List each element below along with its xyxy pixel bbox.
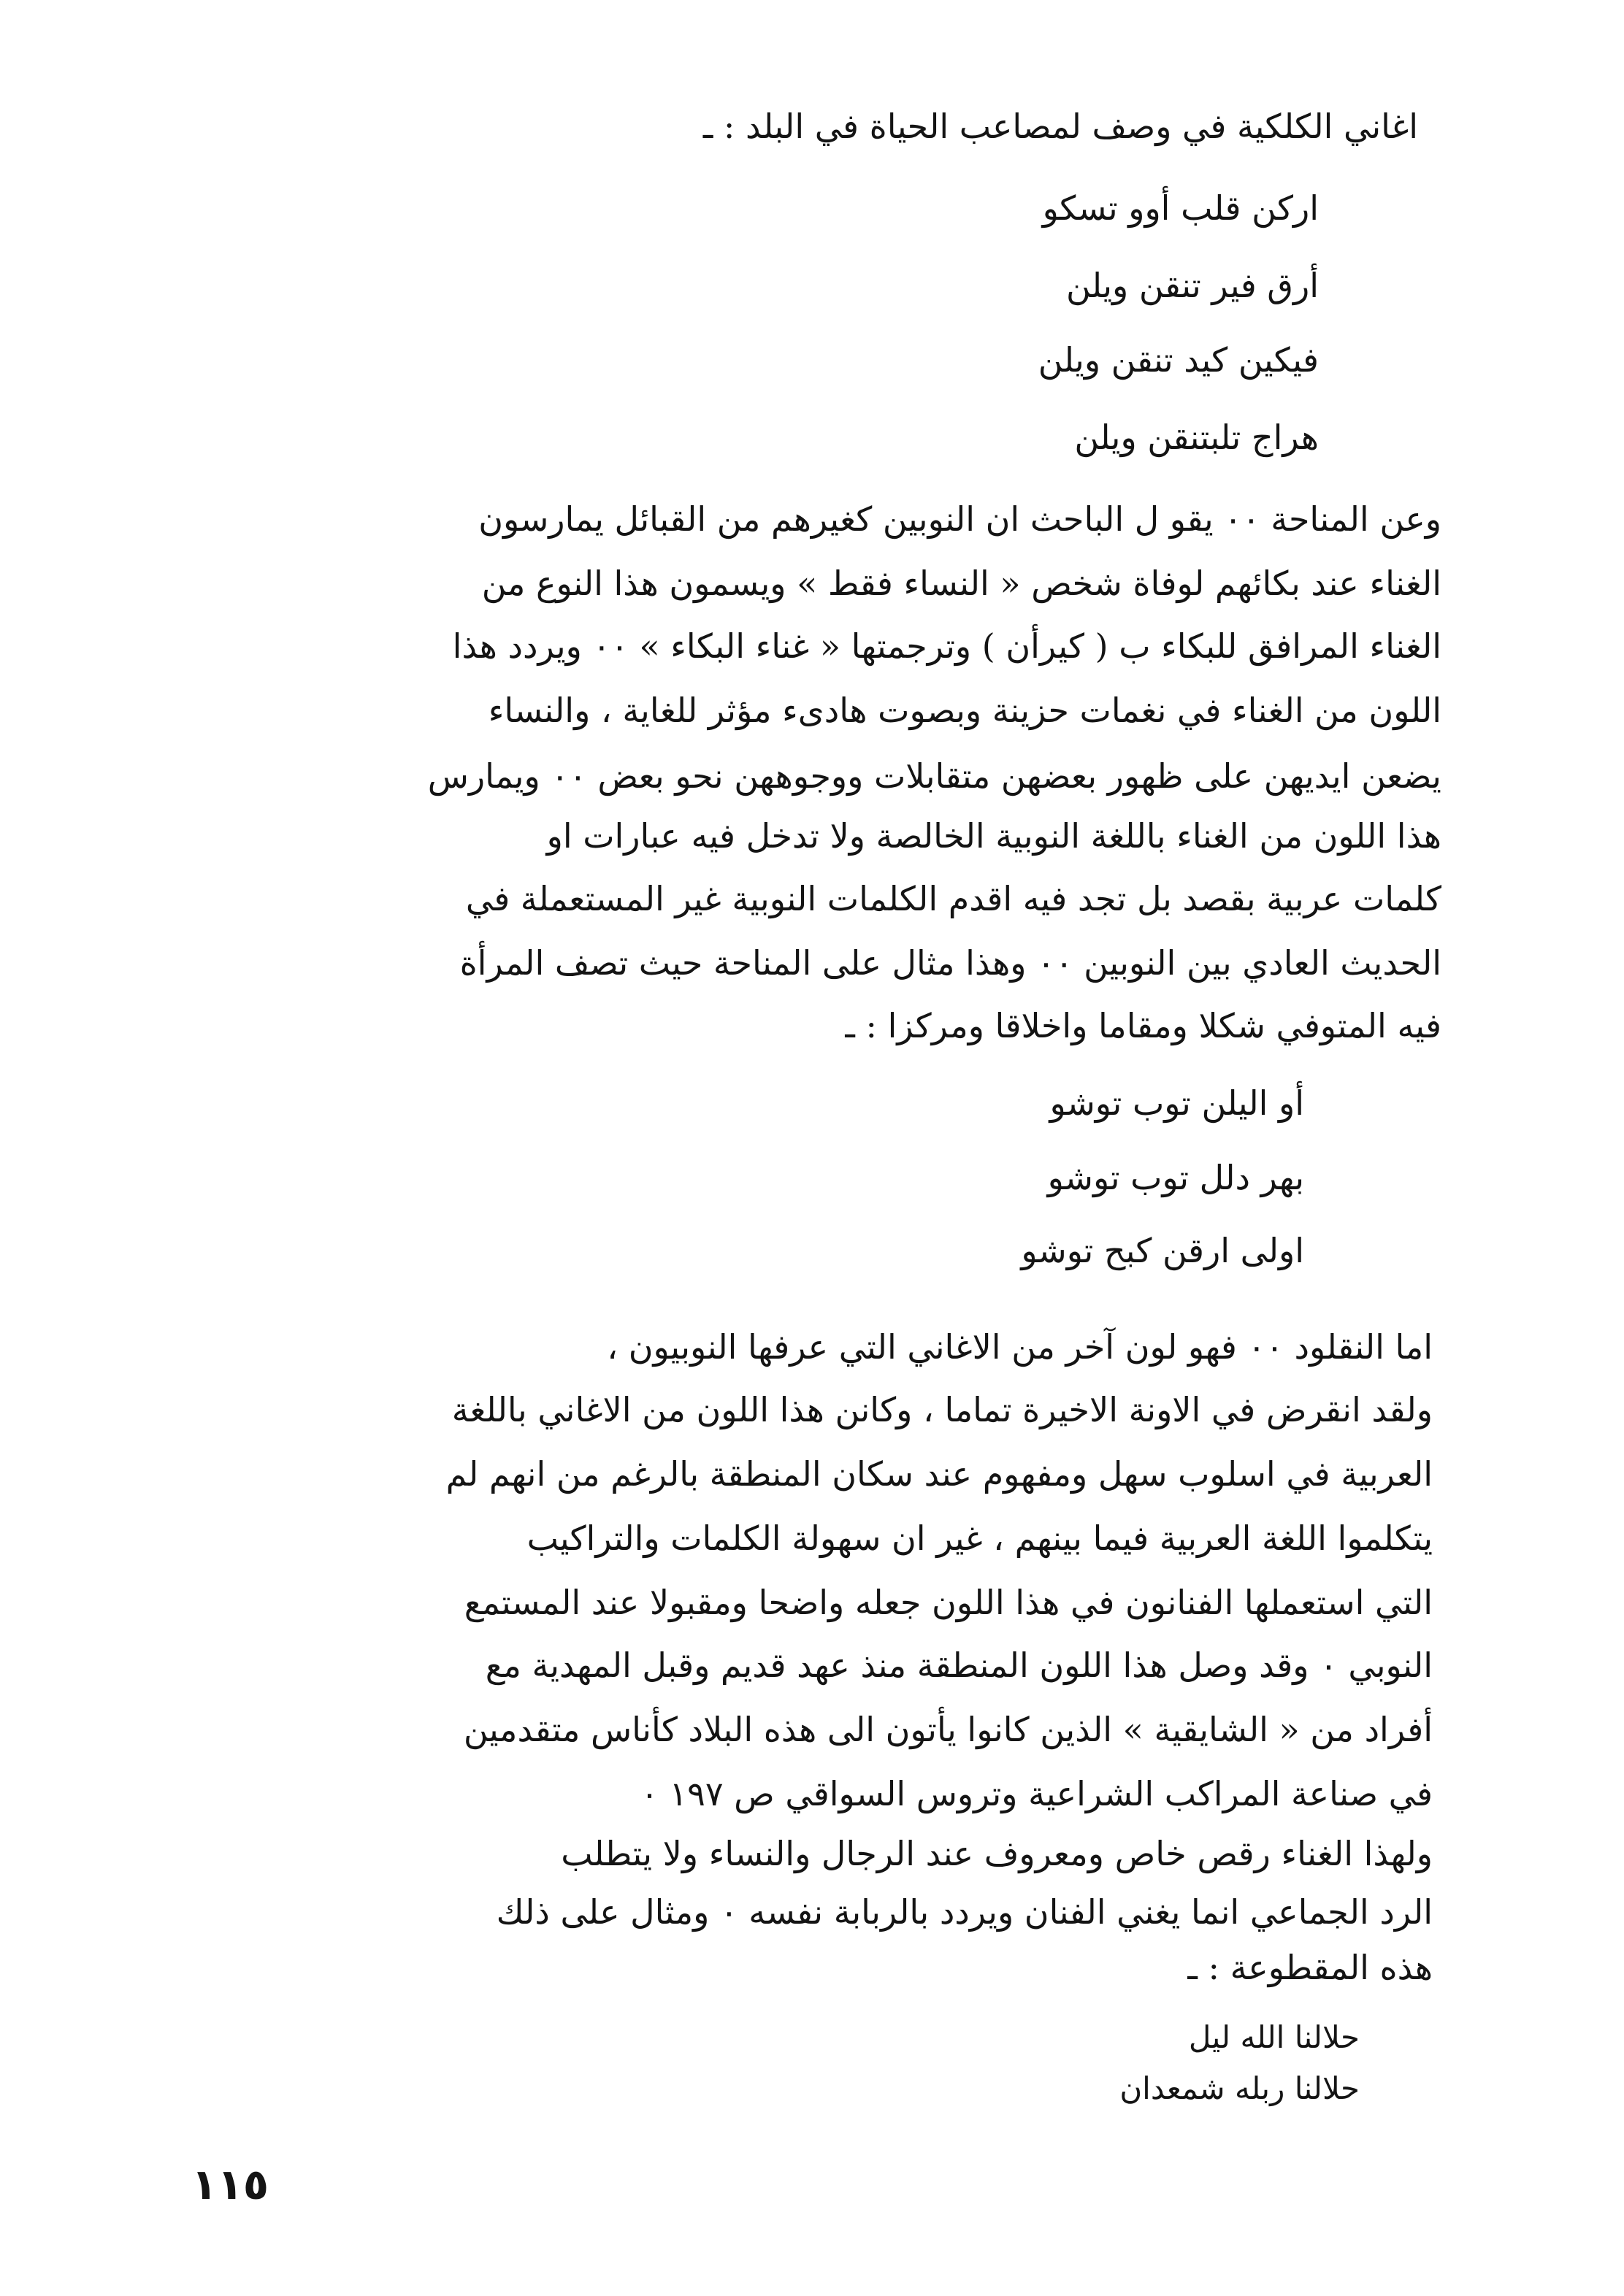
- verse-line: فيكين كيد تنقن ويلن: [1038, 340, 1319, 380]
- paragraph-line: الغناء عند بكائهم لوفاة شخص « النساء فقط » ويسمون هذا النوع من: [481, 564, 1441, 603]
- paragraph-line: أفراد من « الشايقية » الذين كانوا يأتون الى هذه البلاد كأناس متقدمين: [463, 1710, 1433, 1749]
- verse-line: حلالنا الله ليل: [1188, 2019, 1360, 2055]
- paragraph-line: التي استعملها الفنانون في هذا اللون جعله واضحا ومقبولا عند المستمع: [464, 1583, 1433, 1622]
- verse-line: هراج تلبتنقن ويلن: [1074, 418, 1319, 457]
- paragraph-line: الحديث العادي بين النوبين ٠٠ وهذا مثال على المناحة حيث تصف المرأة: [459, 943, 1441, 983]
- verse-line: أرق فير تنقن ويلن: [1065, 266, 1319, 305]
- verse-line: بهر دلل توب توشو: [1047, 1158, 1304, 1197]
- verse-line: اركن قلب أوو تسكو: [1042, 188, 1319, 228]
- paragraph-line: اما النقلود ٠٠ فهو لون آخر من الاغاني التي عرفها النوبيون ،: [607, 1327, 1433, 1367]
- paragraph-line: ولهذا الغناء رقص خاص ومعروف عند الرجال والنساء ولا يتطلب: [561, 1834, 1433, 1873]
- paragraph-line: ولقد انقرض في الاونة الاخيرة تماما ، وكانن هذا اللون من الاغاني باللغة: [451, 1390, 1433, 1429]
- paragraph-line: كلمات عربية بقصد بل تجد فيه اقدم الكلمات النوبية غير المستعملة في: [465, 879, 1441, 918]
- paragraph-line: فيه المتوفي شكلا ومقاما واخلاقا ومركزا : ـ: [845, 1006, 1441, 1045]
- page-number: ١١٥: [191, 2159, 269, 2209]
- paragraph-line: وعن المناحة ٠٠ يقو ل الباحث ان النوبين كغيرهم من القبائل يمارسون: [478, 499, 1441, 539]
- verse-line: حلالنا ربله شمعدان: [1119, 2070, 1360, 2106]
- paragraph-line: يضعن ايديهن على ظهور بعضهن متقابلات ووجوههن نحو بعض ٠٠ ويمارس: [427, 756, 1441, 796]
- verse-line: أو اليلن توب توشو: [1049, 1083, 1304, 1123]
- paragraph-line: الرد الجماعي انما يغني الفنان ويردد بالربابة نفسه ٠ ومثال على ذلك: [496, 1892, 1433, 1932]
- paragraph-line: هذه المقطوعة : ـ: [1187, 1948, 1433, 1987]
- paragraph-line: في صناعة المراكب الشراعية وتروس السواقي ص ١٩٧ ٠: [640, 1774, 1433, 1813]
- paragraph-line: هذا اللون من الغناء باللغة النوبية الخالصة ولا تدخل فيه عبارات او: [546, 816, 1441, 856]
- paragraph-line: النوبي ٠ وقد وصل هذا اللون المنطقة منذ عهد قديم وقبل المهدية مع: [485, 1646, 1433, 1685]
- paragraph-line: الغناء المرافق للبكاء ب ( كيرأن ) وترجمتها « غناء البكاء » ٠٠ ويردد هذا: [452, 626, 1441, 666]
- intro-line: اغاني الكلكية في وصف لمصاعب الحياة في البلد : ـ: [702, 107, 1418, 146]
- paragraph-line: اللون من الغناء في نغمات حزينة وبصوت هادىء مؤثر للغاية ، والنساء: [488, 691, 1441, 730]
- paragraph-line: يتكلموا اللغة العربية فيما بينهم ، غير ان سهولة الكلمات والتراكيب: [526, 1518, 1433, 1558]
- paragraph-line: العربية في اسلوب سهل ومفهوم عند سكان المنطقة بالرغم من انهم لم: [445, 1454, 1433, 1494]
- verse-line: اولى ارقن كبح توشو: [1021, 1231, 1304, 1270]
